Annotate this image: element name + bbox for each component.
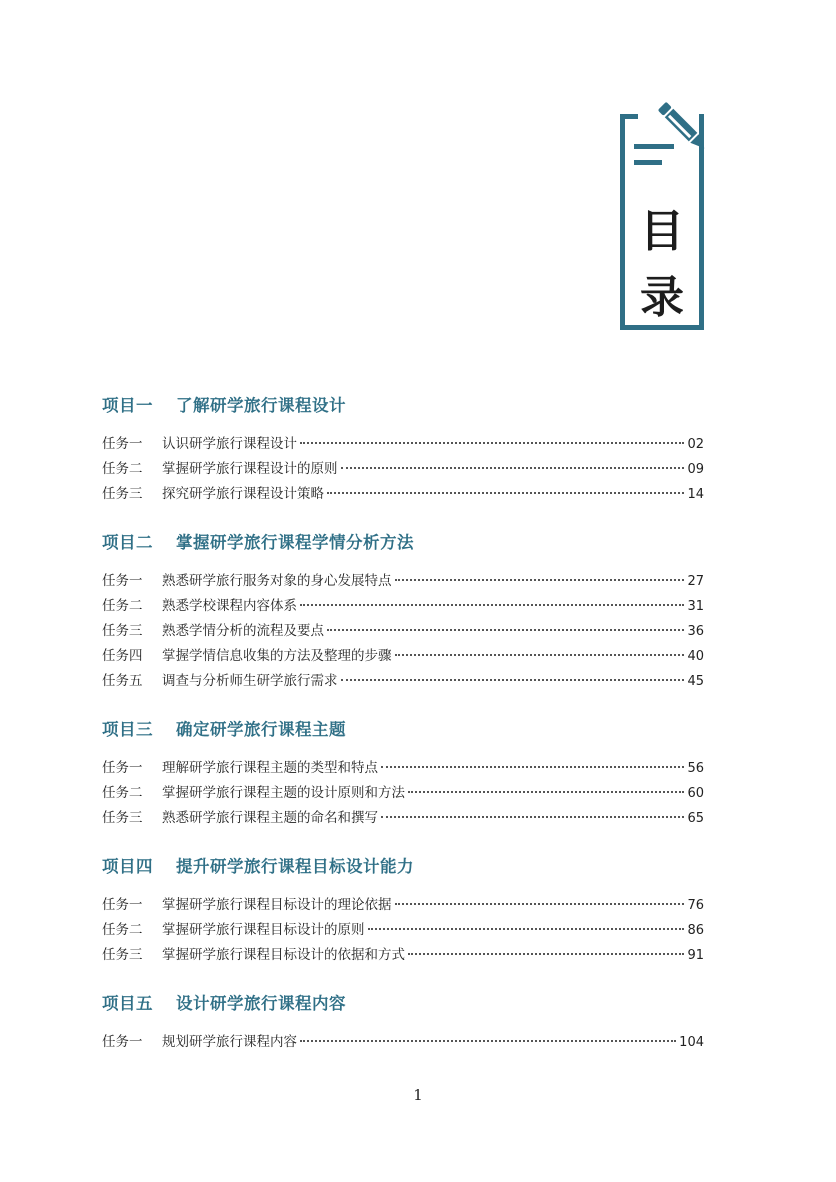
task-number: 任务二 xyxy=(102,461,143,477)
task-title: 掌握研学旅行课程目标设计的依据和方式 xyxy=(162,947,405,963)
page-number: 91 xyxy=(687,948,704,963)
section-title: 确定研学旅行课程主题 xyxy=(176,720,346,739)
emblem-title-char-2: 录 xyxy=(640,272,684,323)
task-number: 任务三 xyxy=(102,623,143,639)
task-number: 任务四 xyxy=(102,648,143,664)
section-number: 项目五 xyxy=(102,994,153,1013)
task-title: 掌握研学旅行课程目标设计的原则 xyxy=(162,922,365,938)
task-title: 掌握研学旅行课程主题的设计原则和方法 xyxy=(162,785,405,801)
toc-section xyxy=(102,716,704,831)
pen-icon xyxy=(656,100,716,160)
toc-entry[interactable] xyxy=(102,893,704,918)
emblem-line xyxy=(634,160,662,165)
task-number: 任务二 xyxy=(102,785,143,801)
section-heading[interactable] xyxy=(102,853,704,881)
task-number: 任务一 xyxy=(102,760,143,776)
dot-leader xyxy=(300,1040,676,1042)
page-number: 86 xyxy=(687,923,704,938)
task-title: 调查与分析师生研学旅行需求 xyxy=(162,673,338,689)
page-number: 36 xyxy=(687,624,704,639)
toc-entry[interactable] xyxy=(102,569,704,594)
section-title: 掌握研学旅行课程学情分析方法 xyxy=(176,533,414,552)
table-of-contents xyxy=(102,392,704,1077)
page-number: 65 xyxy=(687,811,704,826)
section-heading[interactable] xyxy=(102,716,704,744)
section-heading[interactable] xyxy=(102,990,704,1018)
page-number: 14 xyxy=(687,487,704,502)
dot-leader xyxy=(381,766,684,768)
page-number: 45 xyxy=(687,674,704,689)
toc-entry[interactable] xyxy=(102,806,704,831)
task-title: 规划研学旅行课程内容 xyxy=(162,1034,297,1050)
page-footer-number: 1 xyxy=(413,1086,423,1104)
dot-leader xyxy=(300,604,684,606)
toc-entry[interactable] xyxy=(102,594,704,619)
toc-entry[interactable] xyxy=(102,781,704,806)
section-number: 项目一 xyxy=(102,396,153,415)
section-number: 项目三 xyxy=(102,720,153,739)
toc-entry[interactable] xyxy=(102,756,704,781)
section-number: 项目四 xyxy=(102,857,153,876)
page-number: 31 xyxy=(687,599,704,614)
section-title: 了解研学旅行课程设计 xyxy=(176,396,346,415)
section-heading[interactable] xyxy=(102,529,704,557)
task-number: 任务三 xyxy=(102,810,143,826)
task-title: 探究研学旅行课程设计策略 xyxy=(162,486,324,502)
task-title: 掌握学情信息收集的方法及整理的步骤 xyxy=(162,648,392,664)
toc-section xyxy=(102,853,704,968)
section-number: 项目二 xyxy=(102,533,153,552)
emblem-title-char-1: 目 xyxy=(640,206,684,257)
task-number: 任务三 xyxy=(102,947,143,963)
toc-section xyxy=(102,392,704,507)
page-number: 27 xyxy=(687,574,704,589)
page-number: 56 xyxy=(687,761,704,776)
task-title: 掌握研学旅行课程目标设计的理论依据 xyxy=(162,897,392,913)
section-heading[interactable] xyxy=(102,392,704,420)
dot-leader xyxy=(300,442,684,444)
dot-leader xyxy=(327,492,684,494)
toc-entry[interactable] xyxy=(102,669,704,694)
task-number: 任务三 xyxy=(102,486,143,502)
task-number: 任务一 xyxy=(102,1034,143,1050)
dot-leader xyxy=(341,467,685,469)
page-number: 02 xyxy=(687,437,704,452)
task-title: 理解研学旅行课程主题的类型和特点 xyxy=(162,760,378,776)
toc-entry[interactable] xyxy=(102,1030,704,1055)
section-title: 设计研学旅行课程内容 xyxy=(176,994,346,1013)
task-number: 任务五 xyxy=(102,673,143,689)
task-title: 认识研学旅行课程设计 xyxy=(162,436,297,452)
dot-leader xyxy=(381,816,684,818)
page-number: 76 xyxy=(687,898,704,913)
toc-entry[interactable] xyxy=(102,482,704,507)
dot-leader xyxy=(327,629,684,631)
task-number: 任务二 xyxy=(102,598,143,614)
dot-leader xyxy=(395,579,685,581)
dot-leader xyxy=(368,928,685,930)
emblem-frame-top xyxy=(620,114,638,119)
dot-leader xyxy=(341,679,685,681)
task-number: 任务一 xyxy=(102,897,143,913)
dot-leader xyxy=(408,791,684,793)
dot-leader xyxy=(408,953,684,955)
page-number: 104 xyxy=(679,1035,704,1050)
task-title: 熟悉研学旅行服务对象的身心发展特点 xyxy=(162,573,392,589)
task-title: 熟悉学情分析的流程及要点 xyxy=(162,623,324,639)
task-number: 任务二 xyxy=(102,922,143,938)
page-number: 09 xyxy=(687,462,704,477)
toc-entry[interactable] xyxy=(102,644,704,669)
toc-emblem xyxy=(620,100,712,336)
toc-entry[interactable] xyxy=(102,943,704,968)
toc-section xyxy=(102,529,704,694)
page-number: 40 xyxy=(687,649,704,664)
task-number: 任务一 xyxy=(102,436,143,452)
task-number: 任务一 xyxy=(102,573,143,589)
task-title: 熟悉学校课程内容体系 xyxy=(162,598,297,614)
toc-entry[interactable] xyxy=(102,918,704,943)
dot-leader xyxy=(395,654,685,656)
section-title: 提升研学旅行课程目标设计能力 xyxy=(176,857,414,876)
dot-leader xyxy=(395,903,685,905)
task-title: 掌握研学旅行课程设计的原则 xyxy=(162,461,338,477)
toc-entry[interactable] xyxy=(102,619,704,644)
toc-section xyxy=(102,990,704,1055)
task-title: 熟悉研学旅行课程主题的命名和撰写 xyxy=(162,810,378,826)
toc-entry[interactable] xyxy=(102,457,704,482)
toc-entry[interactable] xyxy=(102,432,704,457)
page-number: 60 xyxy=(687,786,704,801)
